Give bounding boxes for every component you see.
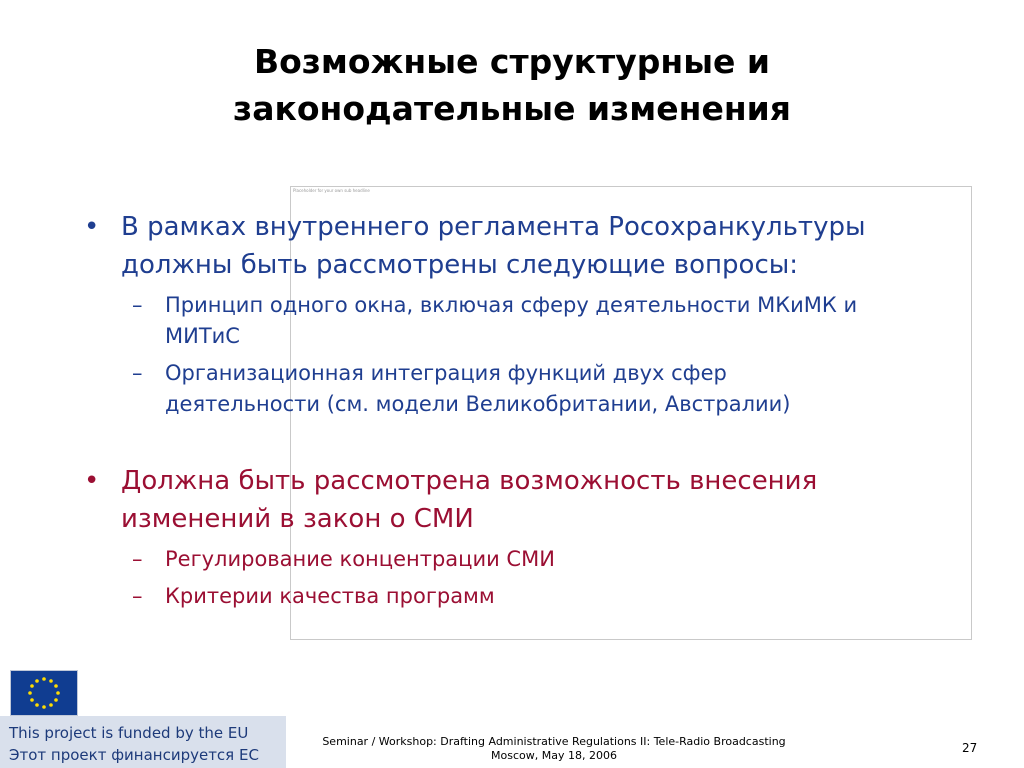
sub-item-2-2-line-1: Критерии качества программ	[165, 584, 495, 608]
slide-title-line-2: законодательные изменения	[233, 89, 791, 128]
seminar-line-1: Seminar / Workshop: Drafting Administrative Regulations II: Tele-Radio Broadcasting	[322, 735, 786, 748]
sub-item-1-2-line-1: Организационная интеграция функций двух сфер	[165, 361, 727, 385]
funded-english: This project is funded by the EU	[9, 724, 249, 742]
spacer	[84, 420, 1004, 462]
eu-flag-icon	[10, 670, 78, 716]
seminar-line-2: Moscow, May 18, 2006	[491, 749, 617, 762]
bullet-1-line-1: В рамках внутреннего регламента Росохранкультуры	[121, 212, 866, 242]
bullet-item-2	[84, 462, 1004, 538]
slide-title	[0, 38, 1024, 132]
sub-item-1-2-line-2: деятельности (см. модели Великобритании, Австралии)	[165, 392, 791, 416]
bullet-2-line-2: изменений в закон о СМИ	[121, 504, 474, 534]
page-number: 27	[962, 741, 978, 755]
sub-item-1-2	[84, 358, 1004, 420]
sub-item-1-1-line-1: Принцип одного окна, включая сферу деятельности МКиМК и	[165, 293, 858, 317]
sub-item-2-1	[84, 544, 1004, 575]
dash-marker: –	[132, 584, 143, 608]
funded-russian: Этот проект финансируется ЕС	[9, 746, 259, 764]
slide-title-line-1: Возможные структурные и	[253, 42, 771, 81]
dash-marker: –	[132, 361, 143, 385]
bullet-2-line-1: Должна быть рассмотрена возможность внесения	[121, 466, 818, 496]
dash-marker: –	[132, 547, 143, 571]
sub-item-1-1-line-2: МИТиС	[165, 324, 240, 348]
bullet-1-line-2: должны быть рассмотрены следующие вопросы:	[121, 250, 799, 280]
dash-marker: –	[132, 293, 143, 317]
bullet-list	[84, 208, 1004, 612]
seminar-caption	[300, 735, 808, 763]
bullet-dot: •	[84, 466, 100, 496]
funded-by-eu-banner	[0, 716, 286, 768]
eu-flag-stars	[11, 671, 77, 715]
sub-item-2-1-line-1: Регулирование концентрации СМИ	[165, 547, 555, 571]
bullet-dot: •	[84, 212, 100, 242]
sub-item-1-1	[84, 290, 1004, 352]
sub-item-2-2	[84, 581, 1004, 612]
bullet-item-1	[84, 208, 1004, 284]
placeholder-caption: Placeholder for your own sub headline	[293, 188, 370, 193]
